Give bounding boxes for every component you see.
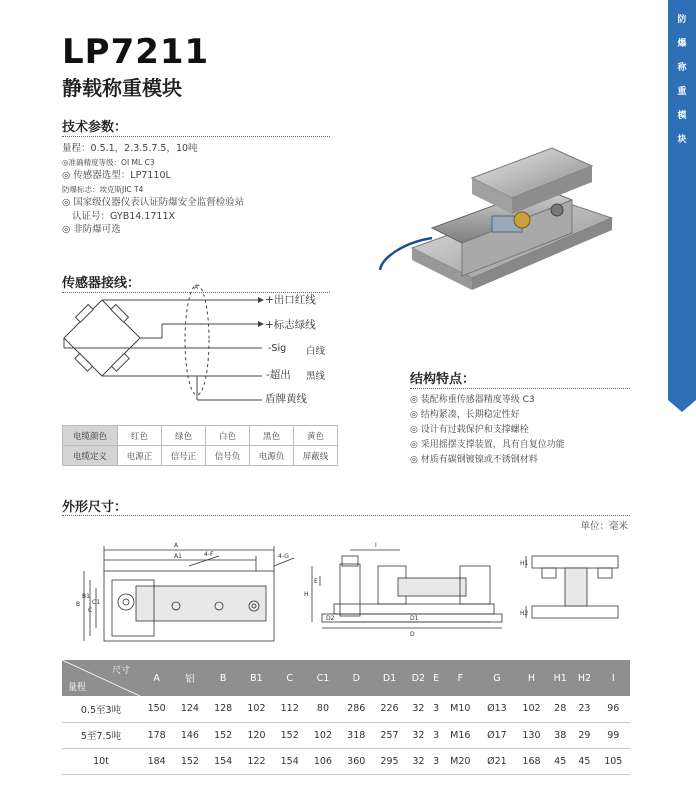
column-header: D [340,660,373,696]
list-item: ◎ 装配称重传感器精度等级 C3 [410,395,535,405]
table-corner-header [62,660,140,696]
features-list [410,393,565,468]
table-header-row [62,660,630,696]
column-header: B1 [240,660,273,696]
spec-line: ◎ 国家级仪器仪表认证防爆安全监督检验站 [62,197,245,208]
side-tab-char: 模 [677,111,687,121]
table-cell: 146 [173,722,206,748]
dim-label-A1: A1 [174,553,182,560]
table-cell: 96 [597,696,630,722]
dim-label-4G: 4-G [278,553,289,560]
table-cell: 3 [431,748,442,774]
side-tab-char: 重 [677,87,687,97]
table-cell: Ø21 [479,748,515,774]
table-cell: 99 [597,722,630,748]
list-item: ◎ 设计有过载保护和支撑螺栓 [410,425,529,435]
list-item: ◎ 材质有碳钢镀镍或不锈钢材料 [410,455,538,465]
spec-line: 量程：0.5.1，2.3.5.7.5，10吨 [62,143,198,154]
wire-label-sig-minus: -Sig [268,343,287,354]
table-cell: 10t [62,748,140,774]
product-name: 静载称重模块 [62,76,182,100]
corner-label-size: 尺寸 [111,666,130,676]
features-rule [410,388,630,389]
table-cell: 电源负 [250,446,294,466]
table-cell: 318 [340,722,373,748]
dim-label-A: A [174,542,179,549]
dim-label-H: H [304,591,309,598]
wire-label-exc-minus: -超出 [266,369,291,381]
table-cell: 0.5至3吨 [62,696,140,722]
table-row [62,696,630,722]
table-cell: 32 [406,696,431,722]
table-cell: 226 [373,696,406,722]
table-cell: 3 [431,696,442,722]
table-cell: 257 [373,722,406,748]
spec-line: ◎ 传感器选型：LP7110L [62,170,171,181]
wire-label-sig-plus: +标志绿线 [265,319,316,331]
dim-label-B1: B1 [82,593,90,600]
table-cell: 124 [173,696,206,722]
dim-label-C: C [88,607,93,614]
table-cell: 23 [572,696,596,722]
table-cell: Ø17 [479,722,515,748]
dim-label-H1: H1 [520,560,529,567]
column-header: C [273,660,306,696]
table-cell: 电源正 [118,446,162,466]
dim-label-D1: D1 [410,615,419,622]
table-cell: 152 [273,722,306,748]
cable-color-table [62,425,338,466]
spec-line: 防爆标志：埃克斯JIC T4 [62,184,144,194]
table-cell: 105 [597,748,630,774]
table-cell: 45 [572,748,596,774]
spec-line: ◎准确精度等级：OI ML C3 [62,157,155,167]
table-cell: 黄色 [294,426,338,446]
table-cell: M16 [442,722,479,748]
table-cell: 38 [548,722,572,748]
dim-label-D2: D2 [326,615,335,622]
column-header: H2 [572,660,596,696]
column-header: C1 [306,660,339,696]
wire-label-black: 黑线 [306,371,326,382]
table-cell: 184 [140,748,173,774]
table-cell: 电缆颜色 [63,426,118,446]
table-cell: 45 [548,748,572,774]
column-header: A [140,660,173,696]
table-cell: 29 [572,722,596,748]
spec-line: ◎ 非防爆可选 [62,224,121,235]
table-cell: 白色 [206,426,250,446]
dim-label-D: D [410,631,415,638]
svg-text:A: A [194,284,199,291]
wiring-diagram [62,280,272,405]
dim-label-B: B [76,601,81,608]
table-cell: 120 [240,722,273,748]
dim-label-I: I [375,542,377,549]
front-view-drawing [64,536,296,646]
table-cell: 154 [207,748,240,774]
side-tab-arrow [668,400,696,412]
dim-label-4F: 4-F [204,551,214,558]
column-header: D2 [406,660,431,696]
table-cell: 信号正 [162,446,206,466]
side-category-tab [668,0,696,400]
table-cell: 112 [273,696,306,722]
column-header: E [431,660,442,696]
table-cell: 102 [306,722,339,748]
wire-label-shield: 盾牌黄线 [265,393,307,405]
dim-label-C1: C1 [92,599,101,606]
table-cell: M10 [442,696,479,722]
table-cell: 28 [548,696,572,722]
end-view-drawing [520,536,630,646]
table-cell: 80 [306,696,339,722]
column-header: B [207,660,240,696]
table-cell: 150 [140,696,173,722]
side-tab-char: 块 [677,135,687,145]
spec-line: 认证号：GYB14.1711X [72,210,176,222]
table-row [63,426,338,446]
table-cell: 102 [240,696,273,722]
dim-label-H2: H2 [520,610,529,617]
table-cell: 168 [515,748,548,774]
table-cell: 130 [515,722,548,748]
column-header: F [442,660,479,696]
wiring-title: 传感器接线： [62,276,141,291]
corner-label-range: 量程 [68,683,87,693]
column-header: G [479,660,515,696]
table-cell: 102 [515,696,548,722]
table-cell: 152 [173,748,206,774]
table-cell: 286 [340,696,373,722]
column-header: D1 [373,660,406,696]
column-header: I [597,660,630,696]
dim-label-E: E [314,578,318,585]
table-cell: Ø13 [479,696,515,722]
table-cell: 屏蔽线 [294,446,338,466]
product-photo [372,138,622,298]
outline-rule [62,515,630,516]
table-cell: 信号负 [206,446,250,466]
table-cell: 106 [306,748,339,774]
unit-label: 单位：毫米 [580,521,628,532]
table-cell: M20 [442,748,479,774]
tech-params-list [62,142,244,237]
side-tab-label [668,8,696,152]
list-item: ◎ 采用摇摆支撑装置，具有自复位功能 [410,440,565,450]
table-cell: 电缆定义 [63,446,118,466]
side-view-drawing [300,536,512,646]
table-cell: 黑色 [250,426,294,446]
table-cell: 5至7.5吨 [62,722,140,748]
table-row [62,722,630,748]
column-header: H1 [548,660,572,696]
side-tab-char: 称 [677,63,687,73]
table-cell: 152 [207,722,240,748]
table-row [63,446,338,466]
features-title: 结构特点： [410,372,476,387]
table-cell: 32 [406,748,431,774]
table-cell: 154 [273,748,306,774]
wire-label-white: 白线 [306,346,326,357]
column-header: H [515,660,548,696]
side-tab-char: 爆 [677,39,687,49]
outline-title: 外形尺寸： [62,500,128,515]
column-header: 铝 [173,660,206,696]
table-cell: 122 [240,748,273,774]
wire-label-exc-plus: +出口红线 [265,294,316,306]
table-cell: 3 [431,722,442,748]
table-cell: 绿色 [162,426,206,446]
table-cell: 32 [406,722,431,748]
table-cell: 178 [140,722,173,748]
table-row [62,748,630,774]
table-cell: 128 [207,696,240,722]
side-tab-char: 防 [677,15,687,25]
table-cell: 红色 [118,426,162,446]
model-number: LP7211 [62,32,210,72]
table-cell: 360 [340,748,373,774]
dimensions-table [62,660,630,775]
table-cell: 295 [373,748,406,774]
list-item: ◎ 结构紧凑，长期稳定性好 [410,410,520,420]
tech-params-rule [62,136,330,137]
tech-params-title: 技术参数： [62,120,128,135]
